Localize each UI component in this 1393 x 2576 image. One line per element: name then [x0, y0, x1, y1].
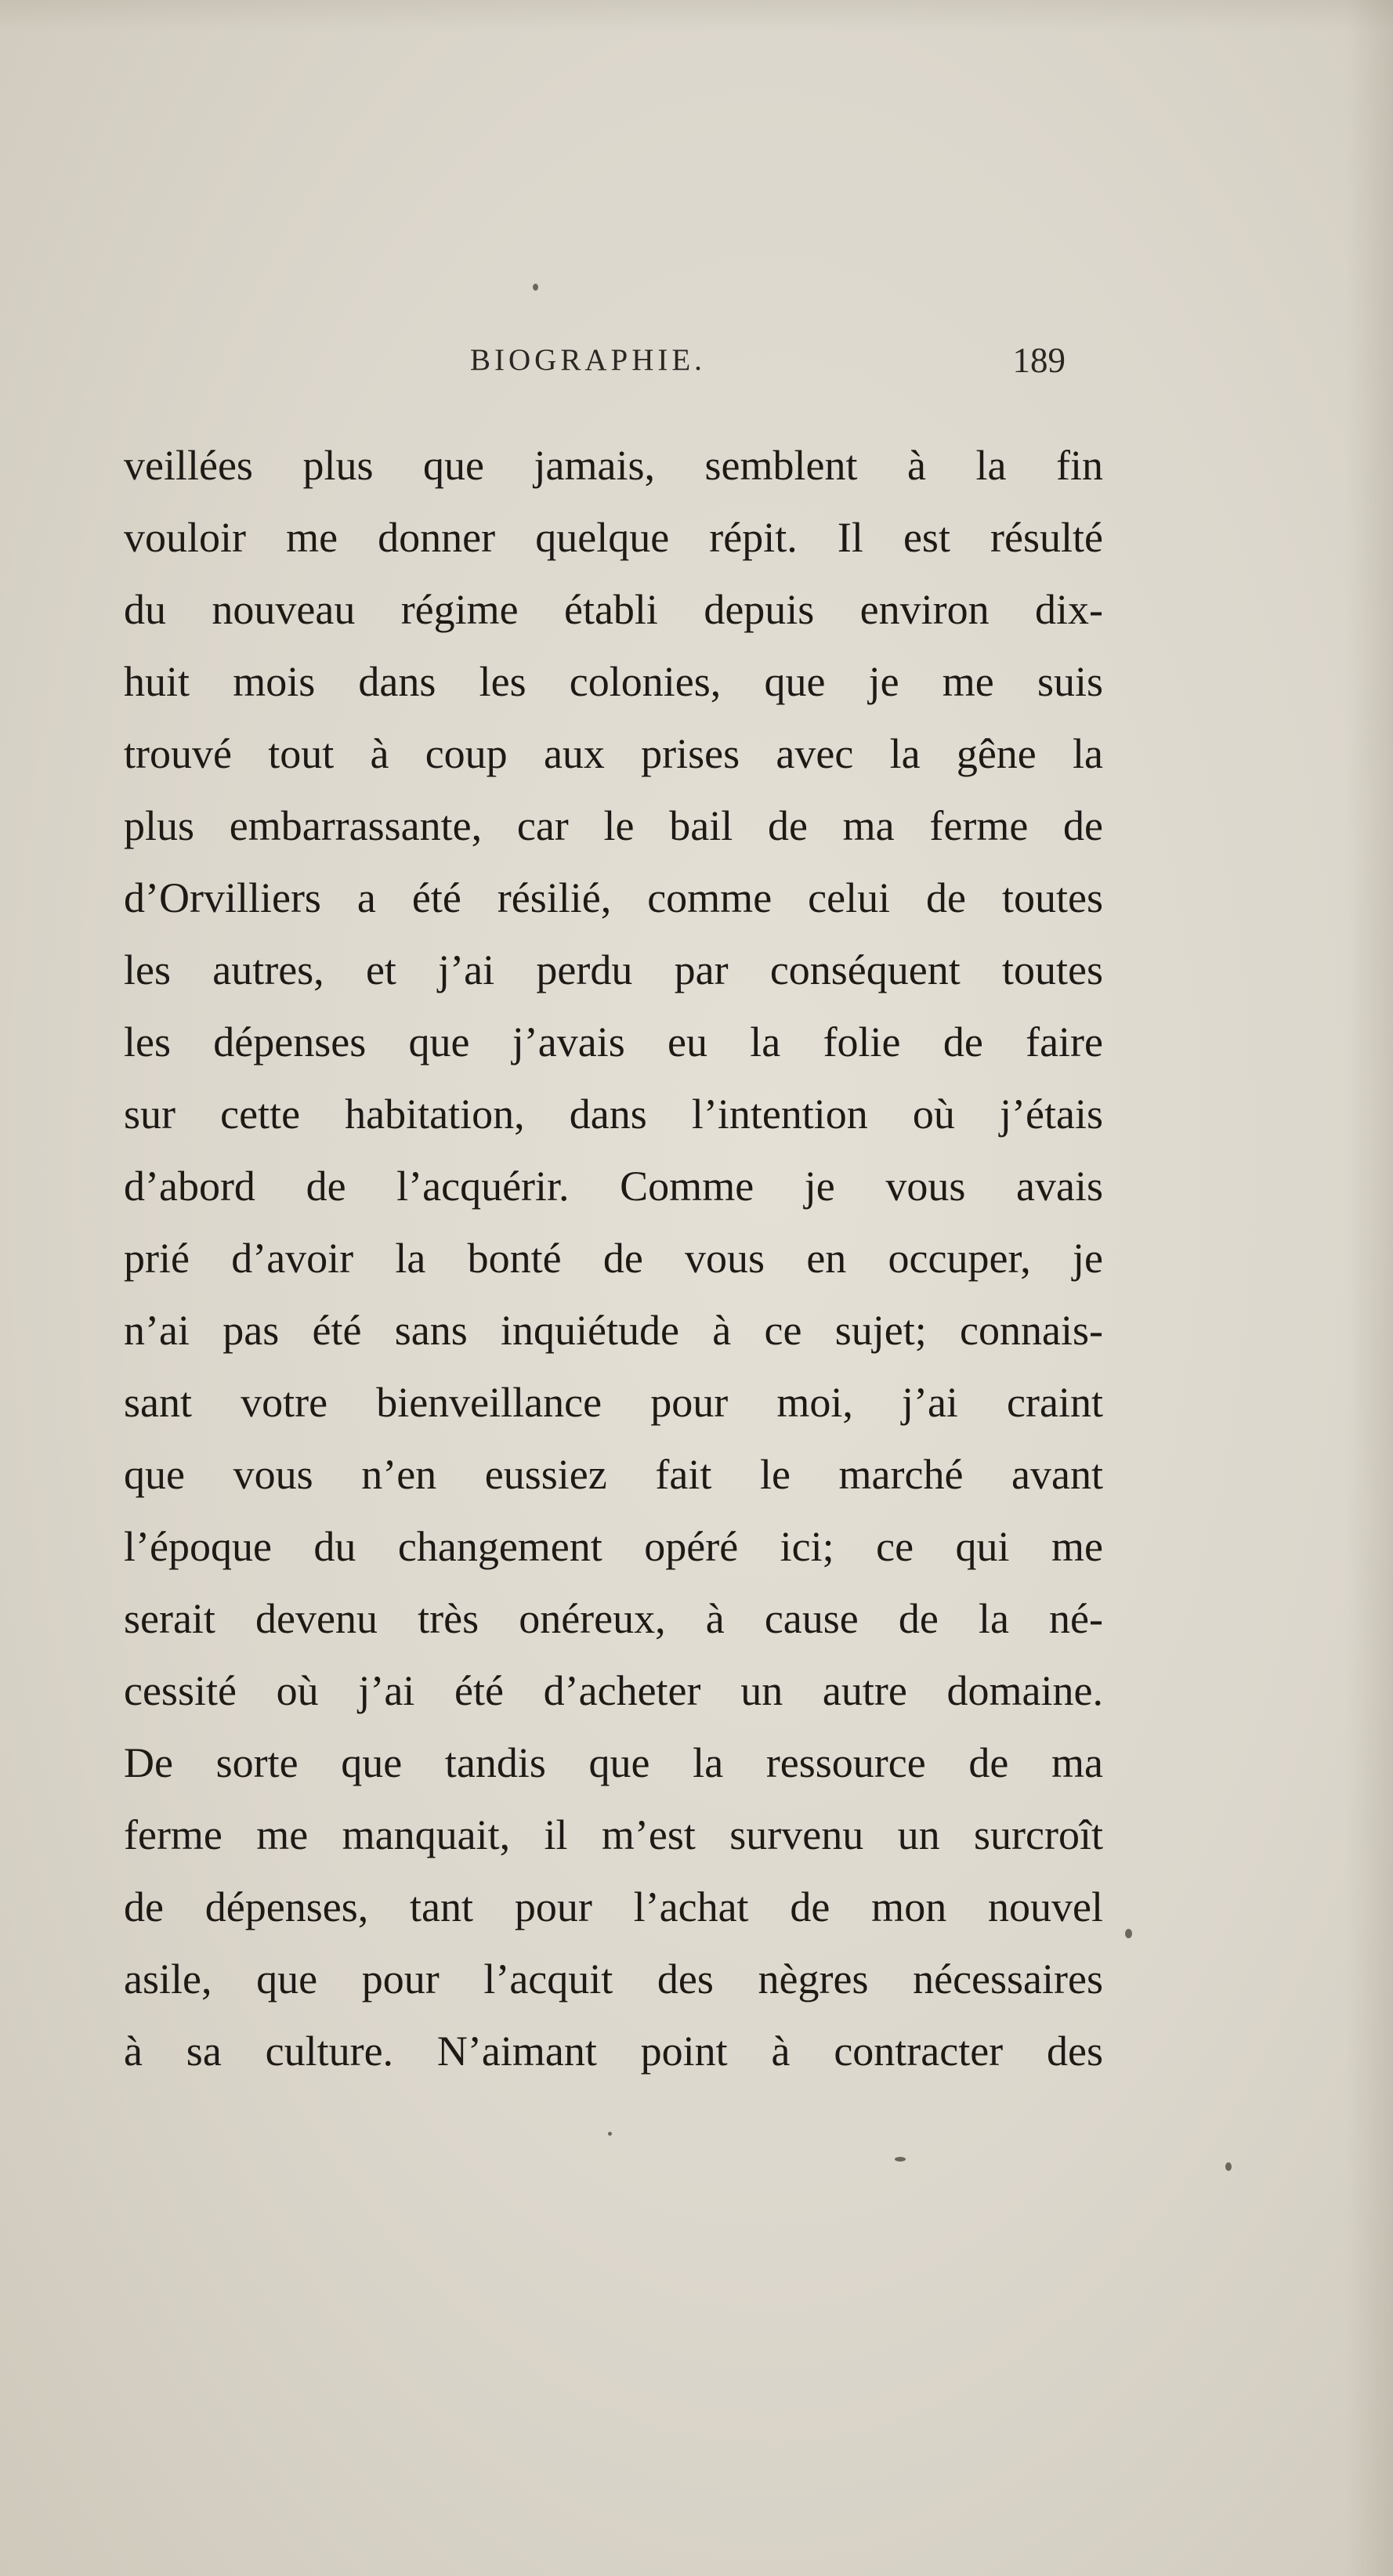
- body-text: [124, 429, 1103, 2087]
- text-line: du nouveau régime établi depuis environ dix-: [124, 586, 1103, 633]
- text-line: sur cette habitation, dans l’intention où j’étais: [124, 1091, 1103, 1138]
- text-line: De sorte que tandis que la ressource de ma: [124, 1739, 1103, 1786]
- text-line: asile, que pour l’acquit des nègres nécessaires: [124, 1956, 1103, 2003]
- text-line: plus embarrassante, car le bail de ma ferme de: [124, 802, 1103, 849]
- paper-speck: [895, 2157, 906, 2162]
- paper-speck: [1125, 1929, 1132, 1938]
- running-title: BIOGRAPHIE.: [470, 343, 706, 377]
- paper-speck: [1225, 2162, 1232, 2171]
- text-line: trouvé tout à coup aux prises avec la gêne la: [124, 730, 1103, 777]
- text-line: huit mois dans les colonies, que je me suis: [124, 658, 1103, 705]
- page-top-shadow: [0, 0, 1393, 31]
- text-line: l’époque du changement opéré ici; ce qui me: [124, 1523, 1103, 1570]
- text-line: vouloir me donner quelque répit. Il est résulté: [124, 514, 1103, 561]
- text-line: les dépenses que j’avais eu la folie de faire: [124, 1018, 1103, 1065]
- paper-speck: [608, 2132, 612, 2136]
- text-line: serait devenu très onéreux, à cause de la né-: [124, 1595, 1103, 1642]
- text-line: que vous n’en eussiez fait le marché avant: [124, 1451, 1103, 1498]
- text-line: veillées plus que jamais, semblent à la fin: [124, 442, 1103, 489]
- text-line: à sa culture. N’aimant point à contracter des: [124, 2028, 1103, 2075]
- text-line: sant votre bienveillance pour moi, j’ai craint: [124, 1379, 1103, 1426]
- page-number: 189: [1012, 341, 1066, 380]
- running-head: [470, 337, 1066, 384]
- text-line: cessité où j’ai été d’acheter un autre domaine.: [124, 1667, 1103, 1714]
- text-line: d’abord de l’acquérir. Comme je vous avais: [124, 1163, 1103, 1210]
- text-line: d’Orvilliers a été résilié, comme celui de toutes: [124, 874, 1103, 921]
- text-line: n’ai pas été sans inquiétude à ce sujet; connais-: [124, 1307, 1103, 1354]
- text-line: ferme me manquait, il m’est survenu un surcroît: [124, 1811, 1103, 1858]
- text-line: de dépenses, tant pour l’achat de mon nouvel: [124, 1883, 1103, 1930]
- paper-speck: [533, 284, 538, 291]
- page-edge-shadow: [1346, 0, 1393, 2576]
- text-line: prié d’avoir la bonté de vous en occuper, je: [124, 1235, 1103, 1282]
- text-line: les autres, et j’ai perdu par conséquent toutes: [124, 946, 1103, 993]
